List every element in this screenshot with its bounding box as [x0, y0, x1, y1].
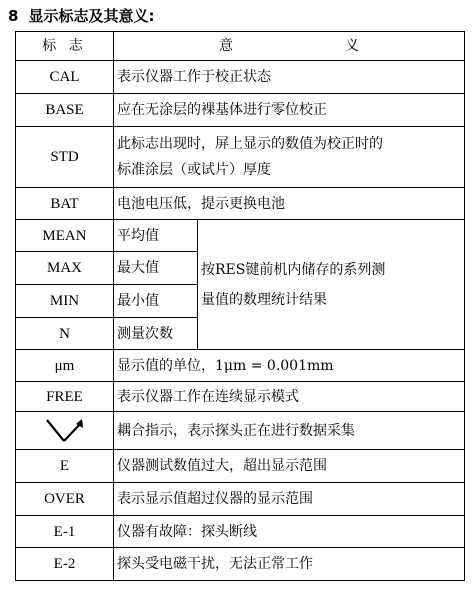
table-row [16, 350, 465, 382]
symbol-cell: FREE [16, 382, 114, 412]
symbol-cell [16, 412, 114, 450]
table-row [16, 483, 465, 516]
meaning-cell: 电池电压低，提示更换电池 [114, 188, 465, 220]
symbol-cell: BASE [16, 94, 114, 127]
meaning-cell: 显示值的单位，1μm = 0.001mm [114, 350, 465, 382]
stat-note-cell [198, 220, 465, 350]
meaning-cell: 应在无涂层的裸基体进行零位校正 [114, 94, 465, 127]
header-meaning: 意 义 [114, 32, 465, 61]
symbol-cell: OVER [16, 483, 114, 516]
meaning-cell [114, 127, 465, 188]
section-number: 8 [8, 7, 19, 25]
symbol-cell: E-2 [16, 548, 114, 581]
meaning-cell: 耦合指示，表示探头正在进行数据采集 [114, 412, 465, 450]
symbol-cell: E [16, 450, 114, 483]
meaning-cell: 仪器有故障：探头断线 [114, 516, 465, 548]
symbol-cell: μm [16, 350, 114, 382]
table-row [16, 188, 465, 220]
table-row [16, 127, 465, 188]
symbol-cell: MAX [16, 252, 114, 285]
table-row [16, 548, 465, 581]
meaning-cell: 表示仪器工作于校正状态 [114, 61, 465, 94]
meaning-line: 标准涂层（或试片）厚度 [117, 162, 271, 178]
symbol-cell: CAL [16, 61, 114, 94]
meaning-line: 此标志出现时，屏上显示的数值为校正时的 [117, 136, 383, 152]
stat-note-line: 量值的数理统计结果 [201, 291, 327, 308]
symbol-cell: E-1 [16, 516, 114, 548]
symbol-cell: BAT [16, 188, 114, 220]
table-row [16, 61, 465, 94]
meaning-cell: 最小值 [114, 285, 198, 318]
symbol-cell: MEAN [16, 220, 114, 252]
stat-note-line: 按RES键前机内储存的系列测 [201, 261, 386, 278]
meaning-cell: 最大值 [114, 252, 198, 285]
meaning-cell: 仪器测试数值过大，超出显示范围 [114, 450, 465, 483]
section-title: 显示标志及其意义: [28, 7, 155, 25]
symbol-cell: STD [16, 127, 114, 188]
coupling-arrow-icon [43, 416, 87, 446]
table-row [16, 382, 465, 412]
table-row [16, 516, 465, 548]
meaning-cell: 表示显示值超过仪器的显示范围 [114, 483, 465, 516]
symbol-table [15, 31, 465, 581]
section-heading [8, 4, 154, 28]
table-row [16, 450, 465, 483]
table-row [16, 412, 465, 450]
symbol-cell: N [16, 318, 114, 350]
meaning-cell: 表示仪器工作在连续显示模式 [114, 382, 465, 412]
meaning-cell: 平均值 [114, 220, 198, 252]
header-symbol: 标 志 [16, 32, 114, 61]
table-row [16, 94, 465, 127]
meaning-cell: 探头受电磁干扰，无法正常工作 [114, 548, 465, 581]
meaning-cell: 测量次数 [114, 318, 198, 350]
symbol-cell: MIN [16, 285, 114, 318]
table-row [16, 220, 465, 252]
header-row [16, 32, 465, 61]
